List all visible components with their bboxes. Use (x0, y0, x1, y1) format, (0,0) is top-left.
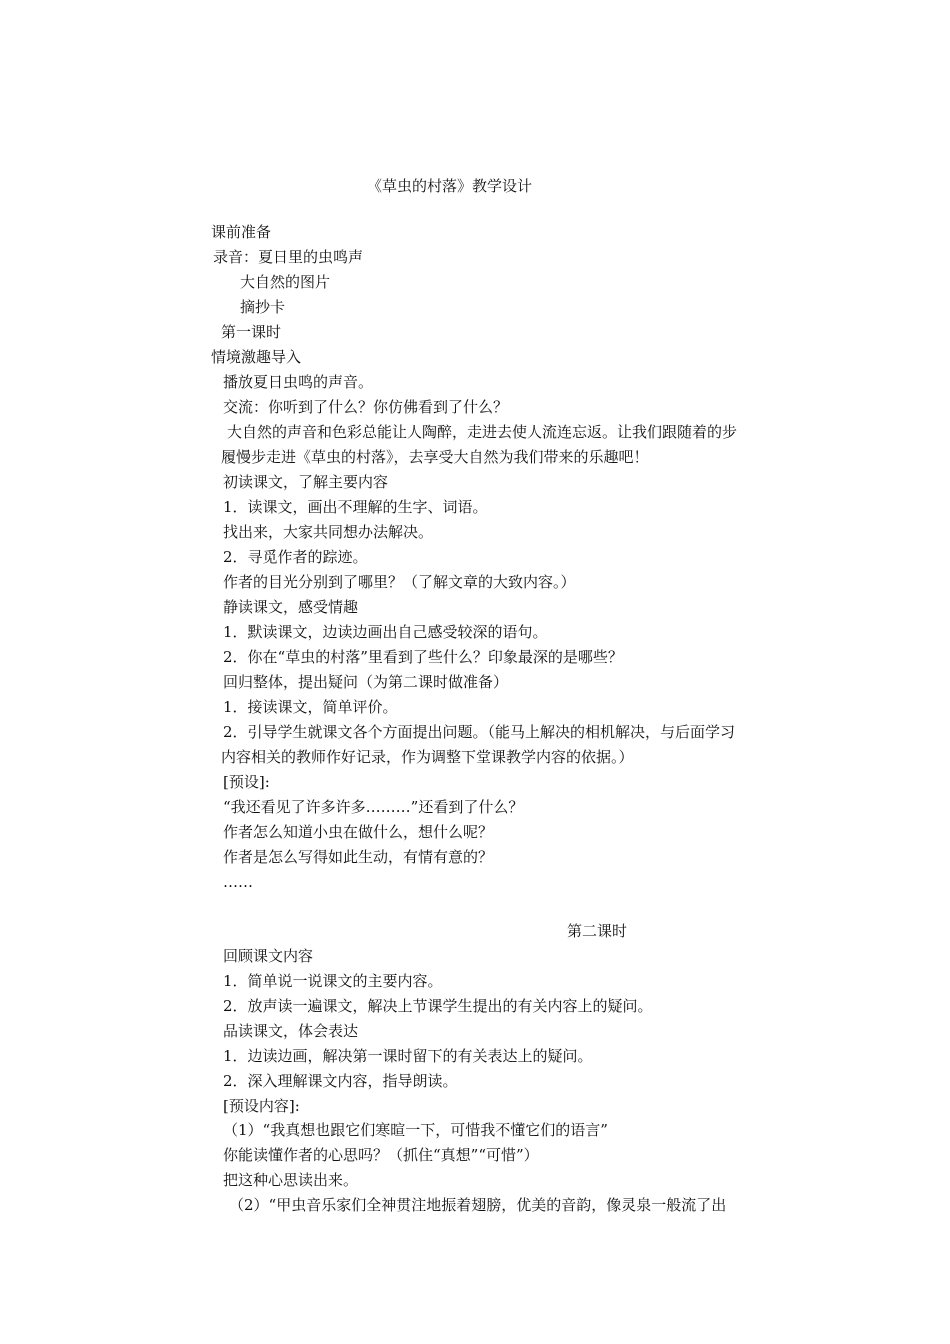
text-line: 2．寻觅作者的踪迹。 (223, 548, 368, 566)
text-line: [预设]: (223, 773, 270, 791)
text-line: 你能读懂作者的心思吗？（抓住“真想”“可惜”） (223, 1146, 539, 1164)
text-line: 摘抄卡 (240, 298, 286, 316)
text-line: （1）“我真想也跟它们寒暄一下，可惜我不懂它们的语言” (223, 1121, 608, 1139)
text-line: 录音：夏日里的虫鸣声 (213, 248, 364, 266)
text-line: 交流：你听到了什么？你仿佛看到了什么？ (223, 398, 509, 416)
text-line: 1．读课文，画出不理解的生字、词语。 (223, 498, 488, 516)
text-line: 回归整体，提出疑问（为第二课时做准备） (223, 673, 509, 691)
text-line: 作者是怎么写得如此生动，有情有意的？ (223, 848, 494, 866)
text-line: 课前准备 (211, 223, 272, 241)
section-heading: 第二课时 (567, 922, 628, 940)
text-line: 作者怎么知道小虫在做什么，想什么呢？ (223, 823, 494, 841)
text-line: 履慢步走进《草虫的村落》，去享受大自然为我们带来的乐趣吧！ (221, 448, 649, 466)
text-line: [预设内容]: (223, 1097, 300, 1115)
text-line: 2．你在“草虫的村落”里看到了些什么？印象最深的是哪些？ (223, 648, 623, 666)
text-line: 把这种心思读出来。 (223, 1171, 359, 1189)
text-line: 1．默读课文，边读边画出自己感受较深的语句。 (223, 623, 548, 641)
text-line: 回顾课文内容 (223, 947, 314, 965)
text-line: 2．放声读一遍课文，解决上节课学生提出的有关内容上的疑问。 (223, 997, 653, 1015)
text-line: 大自然的图片 (240, 273, 331, 291)
text-line: 初读课文，了解主要内容 (223, 473, 389, 491)
text-line: （2）“甲虫音乐家们全神贯注地振着翅膀，优美的音韵，像灵泉一般流了出 (229, 1196, 727, 1214)
text-line: 播放夏日虫鸣的声音。 (223, 373, 374, 391)
text-line: 2．深入理解课文内容，指导朗读。 (223, 1072, 458, 1090)
text-line: 1．边读边画，解决第一课时留下的有关表达上的疑问。 (223, 1047, 593, 1065)
text-line: 静读课文，感受情趣 (223, 598, 359, 616)
text-line: 内容相关的教师作好记录，作为调整下堂课教学内容的依据。） (221, 748, 634, 766)
text-line: 2．引导学生就课文各个方面提出问题。（能马上解决的相机解决，与后面学习 (223, 723, 736, 741)
text-line: 大自然的声音和色彩总能让人陶醉，走进去使人流连忘返。让我们跟随着的步 (227, 423, 738, 441)
text-line: 作者的目光分别到了哪里？（了解文章的大致内容。） (223, 573, 576, 591)
text-line: 找出来，大家共同想办法解决。 (223, 523, 434, 541)
text-line: 第一课时 (221, 323, 282, 341)
text-line: “我还看见了许多许多………”还看到了什么？ (223, 798, 524, 816)
document-title: 《草虫的村落》教学设计 (367, 177, 533, 195)
text-line: 品读课文，体会表达 (223, 1022, 359, 1040)
text-line: …… (223, 873, 253, 891)
text-line: 情境激趣导入 (211, 348, 302, 366)
text-line: 1．接读课文，简单评价。 (223, 698, 398, 716)
text-line: 1．简单说一说课文的主要内容。 (223, 972, 443, 990)
